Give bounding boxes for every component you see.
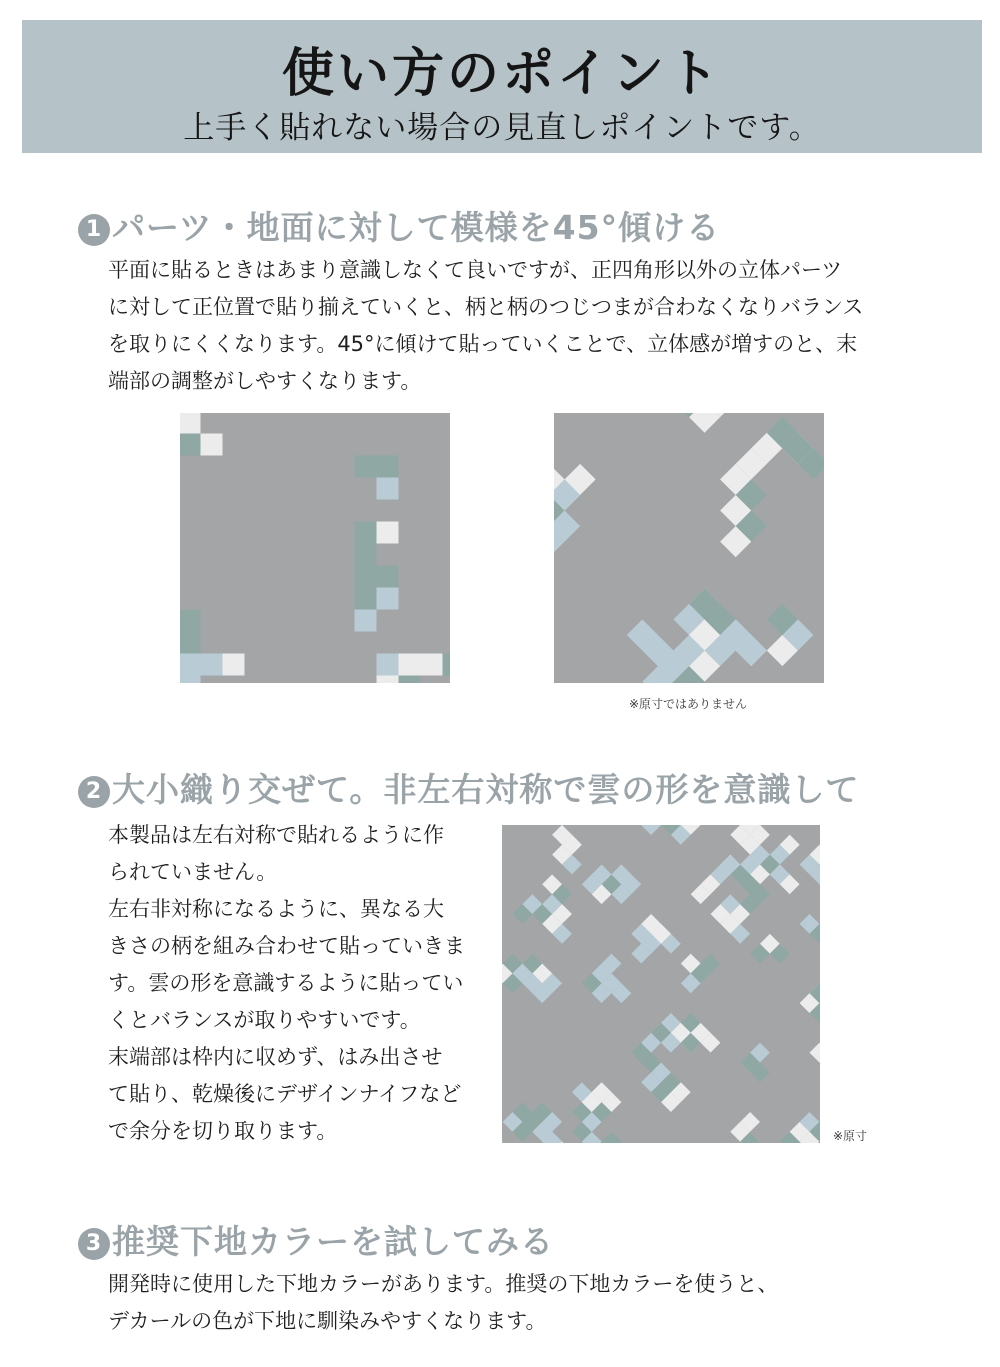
camo-tile [180,413,201,434]
camo-tile [377,478,399,500]
camo-tile [502,993,503,1013]
section-3-number: 3 [78,1228,110,1260]
camo-tile [355,456,377,478]
camo-tile [421,654,443,676]
camo-tile [180,434,201,456]
camo-tile [399,676,421,684]
camo-tile [502,1132,503,1143]
camo-tile [443,654,451,676]
camo-tile [399,654,421,676]
section-2-body: 本製品は左右対称で貼れるように作 られていません。 左右非対称になるように、異なる大 きさの柄を組み合わせて貼っていきま す。雲の形を意識するように貼ってい くとバランスが取りやすいです。 末端部は枠内に収めず、はみ出させ て貼り、乾燥後にデザインナイフなど で余分を切り取ります。 [108,823,465,1143]
camo-tile [201,434,223,456]
page-subtitle: 上手く貼れない場合の見直しポイントです。 [183,110,821,146]
camo-tile [377,588,399,610]
camo-tile [602,1132,622,1143]
header-banner [22,20,982,153]
camo-tile [355,566,377,588]
camo-tile [180,676,201,684]
section-2-heading-text: 大小織り交ぜて。非左右対称で雲の形を意識して [112,770,860,809]
section-1-note: ※原寸ではありません [629,697,748,711]
camo-tile [180,610,201,632]
camo-pattern-svg [180,413,450,683]
camo-tile [355,522,377,544]
pattern-image-rotated [554,413,824,683]
camo-tile [809,1043,820,1063]
section-2-note: ※原寸 [833,1129,868,1143]
section-3-heading [78,1222,554,1262]
camo-pattern-svg [554,413,824,683]
camo-pattern-svg [502,825,820,1143]
camo-tile [180,654,201,676]
page-title: 使い方のポイント [281,44,722,104]
camo-tile [377,654,399,676]
camo-tile [355,610,377,632]
section-1-heading-text: パーツ・地面に対して模様を45°傾ける [112,208,721,247]
camo-tile [377,522,399,544]
pattern-image-actual-size [502,825,820,1143]
section-1-body: 平面に貼るときはあまり意識しなくて良いですが、正四角形以外の立体パーツ に対して正位置で貼り揃えていくと、柄と柄のつじつまが合わなくなりバランス を取りにくくなります。45°に傾けて貼っていくことで、立体感が増すのと、末 端部の調整がしやすくなります。 [108,258,864,393]
section-2-heading [78,770,859,810]
section-1-number: 1 [78,214,110,246]
camo-tile [355,588,377,610]
camo-tile [355,544,377,566]
camo-tile [377,676,399,684]
camo-tile [641,825,661,835]
camo-tile [377,566,399,588]
camo-tile [180,632,201,654]
section-2-number: 2 [78,776,110,808]
pattern-image-straight [180,413,450,683]
section-3-body: 開発時に使用した下地カラーがあります。推奨の下地カラーを使うと、 デカールの色が下地に馴染みやすくなります。 [108,1272,779,1333]
camo-tile [689,413,720,433]
camo-tile [223,654,245,676]
camo-tile [377,456,399,478]
camo-tile [502,934,503,954]
section-1-heading [78,208,720,248]
section-3-heading-text: 推奨下地カラーを試してみる [112,1222,554,1261]
camo-tile [201,654,223,676]
